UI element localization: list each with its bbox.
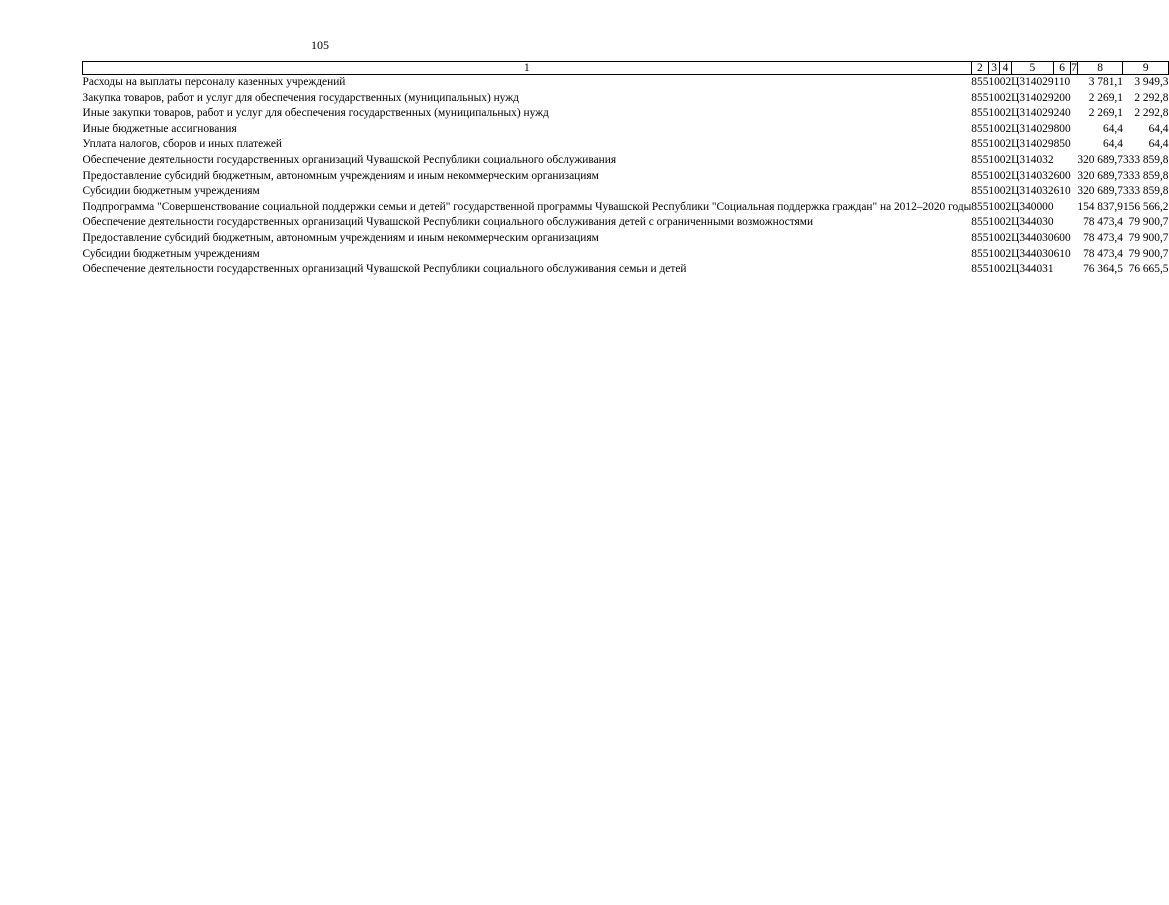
subsection-code: 02 [999,153,1012,166]
subsection-code: 02 [999,138,1012,151]
ministry-code: 855 [971,169,989,182]
ministry-code: 855 [971,200,989,213]
expense-type-code: 610 [1053,247,1071,260]
item-name: Обеспечение деятельности государственных организаций Чувашской Республики социального обслуживания семьи и детей [82,263,687,276]
amount-year-1: 64,4 [1103,122,1123,135]
amount-year-1: 320 689,7 [1077,185,1123,198]
expense-type-code: 240 [1053,107,1071,120]
target-article-code: Ц314032 [1011,169,1054,182]
amount-year-1: 78 473,4 [1083,247,1123,260]
target-article-code: Ц314032 [1011,185,1054,198]
header-col-1: 1 [83,62,972,75]
header-col-5: 5 [1011,62,1053,75]
page-number: 105 [311,38,329,52]
target-article-code: Ц314029 [1011,122,1054,135]
target-article-code: Ц314029 [1011,107,1054,120]
table-row [83,122,1169,138]
amount-year-1: 76 364,5 [1083,263,1123,276]
ministry-code: 855 [971,107,989,120]
expense-type-code: 600 [1053,231,1071,244]
ministry-code: 855 [971,122,989,135]
header-col-4: 4 [1000,62,1011,75]
amount-year-1: 2 269,1 [1088,91,1123,104]
target-article-code: Ц314032 [1011,153,1054,166]
amount-year-2: 156 566,2 [1122,200,1169,213]
table-row [83,231,1169,247]
expense-type-code: 110 [1053,76,1071,88]
amount-year-1: 154 837,9 [1077,200,1123,213]
header-col-6: 6 [1054,62,1071,75]
item-name: Предоставление субсидий бюджетным, автономным учреждениям и иным некоммерческим организациям [82,231,599,244]
section-code: 10 [988,169,1000,182]
table-row [83,106,1169,122]
table-row [83,169,1169,185]
header-row [83,62,1169,75]
column-7-value [1071,247,1078,263]
header-col-8: 8 [1077,62,1123,75]
section-code: 10 [988,91,1000,104]
amount-year-2: 333 859,8 [1122,169,1169,182]
item-name: Предоставление субсидий бюджетным, автономным учреждениям и иным некоммерческим организациям [82,169,599,182]
table-row [83,91,1169,107]
expense-type-code: 850 [1053,138,1071,151]
expense-type-code: 600 [1053,169,1071,182]
column-7-value [1071,106,1078,122]
subsection-code: 02 [999,169,1012,182]
subsection-code: 02 [999,247,1012,260]
ministry-code: 855 [971,185,989,198]
amount-year-2: 79 900,7 [1128,247,1169,260]
header-col-2: 2 [971,62,988,75]
amount-year-1: 320 689,7 [1077,153,1123,166]
column-7-value [1071,200,1078,216]
table-row [83,153,1169,169]
expense-type-code: 800 [1053,122,1071,135]
table-row [83,200,1169,216]
column-7-value [1071,215,1078,231]
table-row [83,262,1169,278]
expense-type-code [1054,215,1071,231]
subsection-code: 02 [999,185,1012,198]
item-name: Обеспечение деятельности государственных организаций Чувашской Республики социального обслуживания [82,153,617,166]
column-7-value [1071,153,1078,169]
ministry-code: 855 [971,76,989,88]
section-code: 10 [988,153,1000,166]
target-article-code: Ц344031 [1011,263,1054,276]
table-row [83,75,1169,91]
table-row [83,247,1169,263]
amount-year-1: 2 269,1 [1088,107,1123,120]
item-name: Субсидии бюджетным учреждениям [82,185,260,198]
target-article-code: Ц314029 [1011,91,1054,104]
section-code: 10 [988,200,1000,213]
amount-year-1: 78 473,4 [1083,216,1123,229]
header-col-9: 9 [1123,62,1169,75]
item-name: Подпрограмма "Совершенствование социальной поддержки семьи и детей" государственной программы Чувашской Республики "Социальная поддержка граждан" на 2012–2020 годы [82,200,972,213]
budget-table [82,61,1169,278]
amount-year-2: 3 949,3 [1134,76,1169,88]
item-name: Иные закупки товаров, работ и услуг для обеспечения государственных (муниципальных) нужд [82,107,549,120]
column-7-value [1071,91,1078,107]
table-row [83,215,1169,231]
expense-type-code [1054,262,1071,278]
expense-type-code: 200 [1053,91,1071,104]
target-article-code: Ц314029 [1011,76,1054,88]
amount-year-2: 64,4 [1148,138,1169,151]
subsection-code: 02 [999,122,1012,135]
target-article-code: Ц314029 [1011,138,1054,151]
amount-year-2: 76 665,5 [1128,263,1169,276]
column-7-value [1071,75,1078,91]
ministry-code: 855 [971,153,989,166]
column-7-value [1071,137,1078,153]
ministry-code: 855 [971,138,989,151]
column-7-value [1071,169,1078,185]
section-code: 10 [988,216,1000,229]
ministry-code: 855 [971,91,989,104]
column-7-value [1071,231,1078,247]
expense-type-code [1054,153,1071,169]
ministry-code: 855 [971,247,989,260]
subsection-code: 02 [999,200,1012,213]
amount-year-2: 2 292,8 [1134,91,1169,104]
item-name: Закупка товаров, работ и услуг для обеспечения государственных (муниципальных) нужд [82,91,519,104]
amount-year-2: 79 900,7 [1128,231,1169,244]
amount-year-2: 79 900,7 [1128,216,1169,229]
target-article-code: Ц344030 [1011,216,1054,229]
amount-year-1: 320 689,7 [1077,169,1123,182]
header-col-7: 7 [1071,62,1077,74]
amount-year-2: 333 859,8 [1122,153,1169,166]
header-col-3: 3 [988,62,999,75]
section-code: 10 [988,247,1000,260]
target-article-code: Ц340000 [1011,200,1054,213]
expense-type-code [1054,200,1071,216]
amount-year-1: 64,4 [1103,138,1123,151]
amount-year-1: 78 473,4 [1083,231,1123,244]
amount-year-2: 64,4 [1148,122,1169,135]
item-name: Расходы на выплаты персоналу казенных учреждений [82,76,346,88]
subsection-code: 02 [999,76,1012,88]
item-name: Субсидии бюджетным учреждениям [82,247,260,260]
ministry-code: 855 [971,216,989,229]
section-code: 10 [988,263,1000,276]
item-name: Уплата налогов, сборов и иных платежей [82,138,282,151]
amount-year-2: 333 859,8 [1122,185,1169,198]
section-code: 10 [988,185,1000,198]
subsection-code: 02 [999,91,1012,104]
target-article-code: Ц344030 [1011,231,1054,244]
item-name: Обеспечение деятельности государственных организаций Чувашской Республики социального обслуживания детей с ограниченными возможностями [82,216,814,229]
section-code: 10 [988,122,1000,135]
column-7-value [1071,122,1078,138]
ministry-code: 855 [971,231,989,244]
subsection-code: 02 [999,107,1012,120]
target-article-code: Ц344030 [1011,247,1054,260]
table-row [83,184,1169,200]
subsection-code: 02 [999,231,1012,244]
subsection-code: 02 [999,216,1012,229]
section-code: 10 [988,231,1000,244]
subsection-code: 02 [999,263,1012,276]
amount-year-1: 3 781,1 [1088,76,1123,88]
section-code: 10 [988,138,1000,151]
section-code: 10 [988,76,1000,88]
expense-type-code: 610 [1053,185,1071,198]
table-row [83,137,1169,153]
section-code: 10 [988,107,1000,120]
amount-year-2: 2 292,8 [1134,107,1169,120]
item-name: Иные бюджетные ассигнования [82,122,237,135]
column-7-value [1071,184,1078,200]
column-7-value [1071,262,1078,278]
ministry-code: 855 [971,263,989,276]
